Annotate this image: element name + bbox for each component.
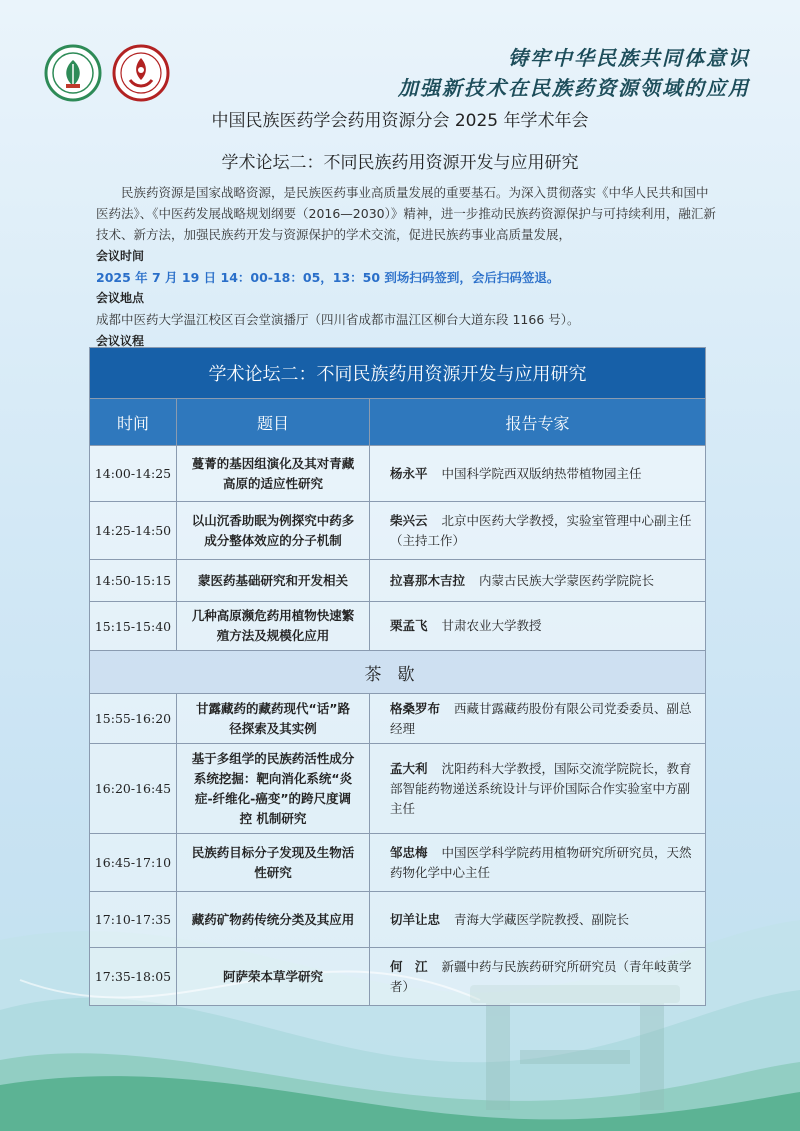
page-subtitle: 学术论坛二：不同民族药用资源开发与应用研究: [221, 153, 579, 173]
row-topic: 阿萨荣本草学研究: [177, 948, 370, 1006]
table-row: [90, 892, 706, 948]
table-row: [90, 744, 706, 834]
meeting-time-label: 会议时间: [96, 249, 145, 263]
speaker-affiliation: 沈阳药科大学教授，国际交流学院院长，教育部智能药物递送系统设计与评价国际合作实验室中方副主任: [390, 760, 692, 816]
table-row: [90, 560, 706, 602]
row-time: 17:35-18:05: [90, 948, 177, 1006]
agenda-title: 学术论坛二：不同民族药用资源开发与应用研究: [90, 348, 706, 399]
row-topic: 甘露藏药的藏药现代“话”路径探索及其实例: [177, 694, 370, 744]
speaker-name: 栗孟飞: [390, 618, 428, 633]
association-logo-icon: [44, 44, 102, 102]
speaker-name: 邹忠梅: [390, 844, 428, 860]
row-speaker: [370, 446, 706, 502]
university-logo-icon: [112, 44, 170, 102]
speaker-affiliation: 中国科学院西双版纳热带植物园主任: [441, 465, 642, 481]
row-time: 16:20-16:45: [90, 744, 177, 834]
meeting-agenda-label: 会议议程: [96, 334, 145, 348]
header-topic: 题目: [177, 399, 370, 446]
slogan-line-2: 加强新技术在民族药资源领域的应用: [398, 76, 750, 100]
agenda-table: [89, 347, 706, 1006]
row-speaker: [370, 834, 706, 892]
page-title: 中国民族医药学会药用资源分会 2025 年学术年会: [211, 111, 589, 131]
row-time: 17:10-17:35: [90, 892, 177, 948]
row-speaker: [370, 602, 706, 651]
break-row: [90, 651, 706, 694]
table-row: [90, 502, 706, 560]
speaker-name: 拉喜那木吉拉: [390, 572, 466, 588]
header-speaker: 报告专家: [370, 399, 706, 446]
table-row: [90, 694, 706, 744]
row-topic: 蔓菁的基因组演化及其对青藏高原的适应性研究: [177, 446, 370, 502]
row-speaker: [370, 502, 706, 560]
row-speaker: [370, 560, 706, 602]
row-topic: 以山沉香助眠为例探究中药多成分整体效应的分子机制: [177, 502, 370, 560]
meeting-time-value: 2025 年 7 月 19 日 14：00-18：05，13：50 到场扫码签到，会后扫码签退。: [96, 270, 560, 285]
meeting-location-value: 成都中医药大学温江校区百会堂演播厅（四川省成都市温江区柳台大道东段 1166 号）。: [96, 312, 580, 327]
table-row: [90, 948, 706, 1006]
row-time: 14:50-15:15: [90, 560, 177, 602]
row-time: 15:55-16:20: [90, 694, 177, 744]
speaker-affiliation: 北京中医药大学教授，实验室管理中心副主任（主持工作）: [390, 512, 692, 548]
speaker-name: 切羊让忠: [390, 911, 441, 927]
row-speaker: [370, 694, 706, 744]
row-topic: 蒙医药基础研究和开发相关: [177, 560, 370, 602]
row-time: 14:00-14:25: [90, 446, 177, 502]
row-time: 15:15-15:40: [90, 602, 177, 651]
header-time: 时间: [90, 399, 177, 446]
speaker-name: 孟大利: [390, 760, 428, 776]
speaker-affiliation: 西藏甘露藏药股份有限公司党委委员、副总经理: [390, 700, 692, 736]
row-speaker: [370, 948, 706, 1006]
row-time: 14:25-14:50: [90, 502, 177, 560]
speaker-name: 格桑罗布: [390, 700, 441, 716]
row-topic: 几种高原濒危药用植物快速繁殖方法及规模化应用: [177, 602, 370, 651]
speaker-affiliation: 青海大学藏医学院教授、副院长: [454, 911, 630, 927]
speaker-affiliation: 甘肃农业大学教授: [441, 618, 542, 633]
slogan-line-1: 铸牢中华民族共同体意识: [508, 46, 750, 70]
speaker-affiliation: 新疆中药与民族药研究所研究员（青年岐黄学者）: [390, 958, 692, 994]
speaker-name: 杨永平: [390, 465, 428, 481]
row-topic: 藏药矿物药传统分类及其应用: [177, 892, 370, 948]
meeting-location-label: 会议地点: [96, 291, 145, 305]
row-topic: 民族药目标分子发现及生物活性研究: [177, 834, 370, 892]
speaker-name: 何 江: [390, 958, 428, 974]
intro-paragraph: 民族药资源是国家战略资源，是民族医药事业高质量发展的重要基石。为深入贯彻落实《中华人民共和国中医药法》、《中医药发展战略规划纲要（2016—2030）》精神，进一步推动民族药资源保护与可持续利用，融汇新技术、新方法，加强民族药开发与资源保护的学术交流，促进民族药事业高质量发展，: [96, 185, 716, 242]
break-label: 茶歇: [90, 651, 706, 694]
row-time: 16:45-17:10: [90, 834, 177, 892]
speaker-name: 柴兴云: [390, 512, 428, 528]
table-row: [90, 446, 706, 502]
table-row: [90, 834, 706, 892]
row-topic: 基于多组学的民族药活性成分系统挖掘：靶向消化系统“炎症-纤维化-癌变”的跨尺度调控 机制研究: [177, 744, 370, 834]
row-speaker: [370, 892, 706, 948]
speaker-affiliation: 内蒙古民族大学蒙医药学院院长: [479, 572, 655, 588]
table-row: [90, 602, 706, 651]
speaker-affiliation: 中国医学科学院药用植物研究所研究员，天然药物化学中心主任: [390, 844, 692, 880]
row-speaker: [370, 744, 706, 834]
